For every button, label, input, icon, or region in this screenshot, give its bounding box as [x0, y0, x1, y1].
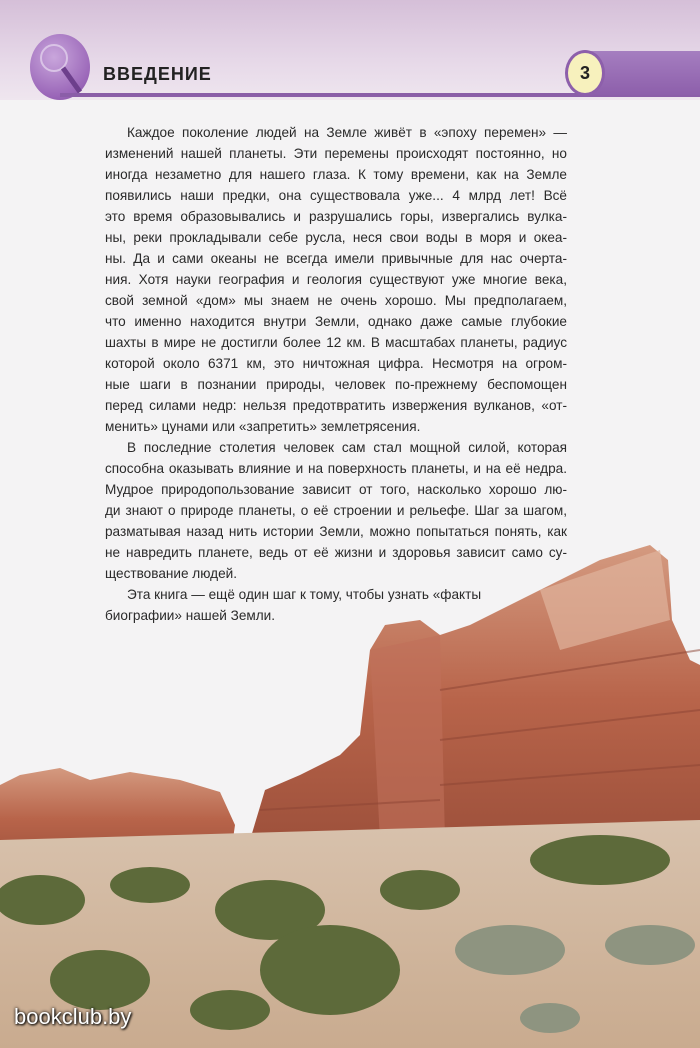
text-line: это время образовывались и разрушались горы, извергались вулка-	[105, 209, 567, 224]
text-line: ны, реки прокладывали себе русла, неся свои воды в моря и океа-	[105, 230, 567, 245]
watermark: bookclub.by	[14, 1004, 132, 1029]
text-line: ны. Да и сами океаны не всегда имели привычные для нас очерта-	[105, 251, 567, 266]
chapter-title: ВВЕДЕНИЕ	[103, 64, 212, 84]
magnifier-icon	[30, 34, 90, 100]
text-line: Каждое поколение людей на Земле живёт в «эпоху перемен» —	[127, 125, 567, 140]
page-number: 3	[565, 50, 605, 96]
text-line: что именно находится внутри Земли, однако даже самые глубокие	[105, 314, 567, 329]
text-line: появились наши предки, она существовала уже... 4 млрд лет! Всё	[105, 188, 567, 203]
text-line: изменений нашей планеты. Эти перемены происходят постоянно, но	[105, 146, 567, 161]
text-line: шахты в мире не достигли более 12 км. В масштабах планеты, радиус	[105, 335, 567, 350]
canyon-rocks-photo	[0, 540, 700, 1048]
paragraph-1	[105, 122, 567, 437]
text-line: перед силами недр: нельзя предотвратить извержения вулканов, «от-	[105, 398, 567, 413]
text-line: свой земной «дом» мы знаем не очень хорошо. Мы предполагаем,	[105, 293, 567, 308]
text-line: В последние столетия человек сам стал мощной силой, которая	[127, 440, 567, 455]
text-line: ди знают о природе планеты, о её строении и рельефе. Шаг за шагом,	[105, 503, 567, 518]
text-line: биографии» нашей Земли.	[105, 608, 276, 623]
text-line: Эта книга — ещё один шаг к тому, чтобы узнать «факты	[127, 587, 482, 602]
text-line: которой около 6371 км, это ничтожная цифра. Несмотря на огром-	[105, 356, 567, 371]
text-line: разматывая назад нить истории Земли, можно попытаться понять, как	[105, 524, 567, 539]
page-number-tab	[590, 51, 700, 95]
text-line: ществование людей.	[105, 566, 238, 581]
text-line: Мудрое природопользование зависит от того, насколько хорошо лю-	[105, 482, 567, 497]
text-line: способна оказывать влияние и на поверхность планеты, и на её недра.	[105, 461, 567, 476]
text-line: ния. Хотя науки география и геология существуют уже многие века,	[105, 272, 567, 287]
text-line: ные шаги в познании природы, человек по-прежнему беспомощен	[105, 377, 567, 392]
text-line: иногда незаметно для нашего глаза. К тому времени, как на Земле	[105, 167, 567, 182]
text-line: менить» цунами или «запретить» землетрясения.	[105, 419, 421, 434]
text-line: не навредить планете, ведь от её жизни и здоровья зависит само су-	[105, 545, 567, 560]
